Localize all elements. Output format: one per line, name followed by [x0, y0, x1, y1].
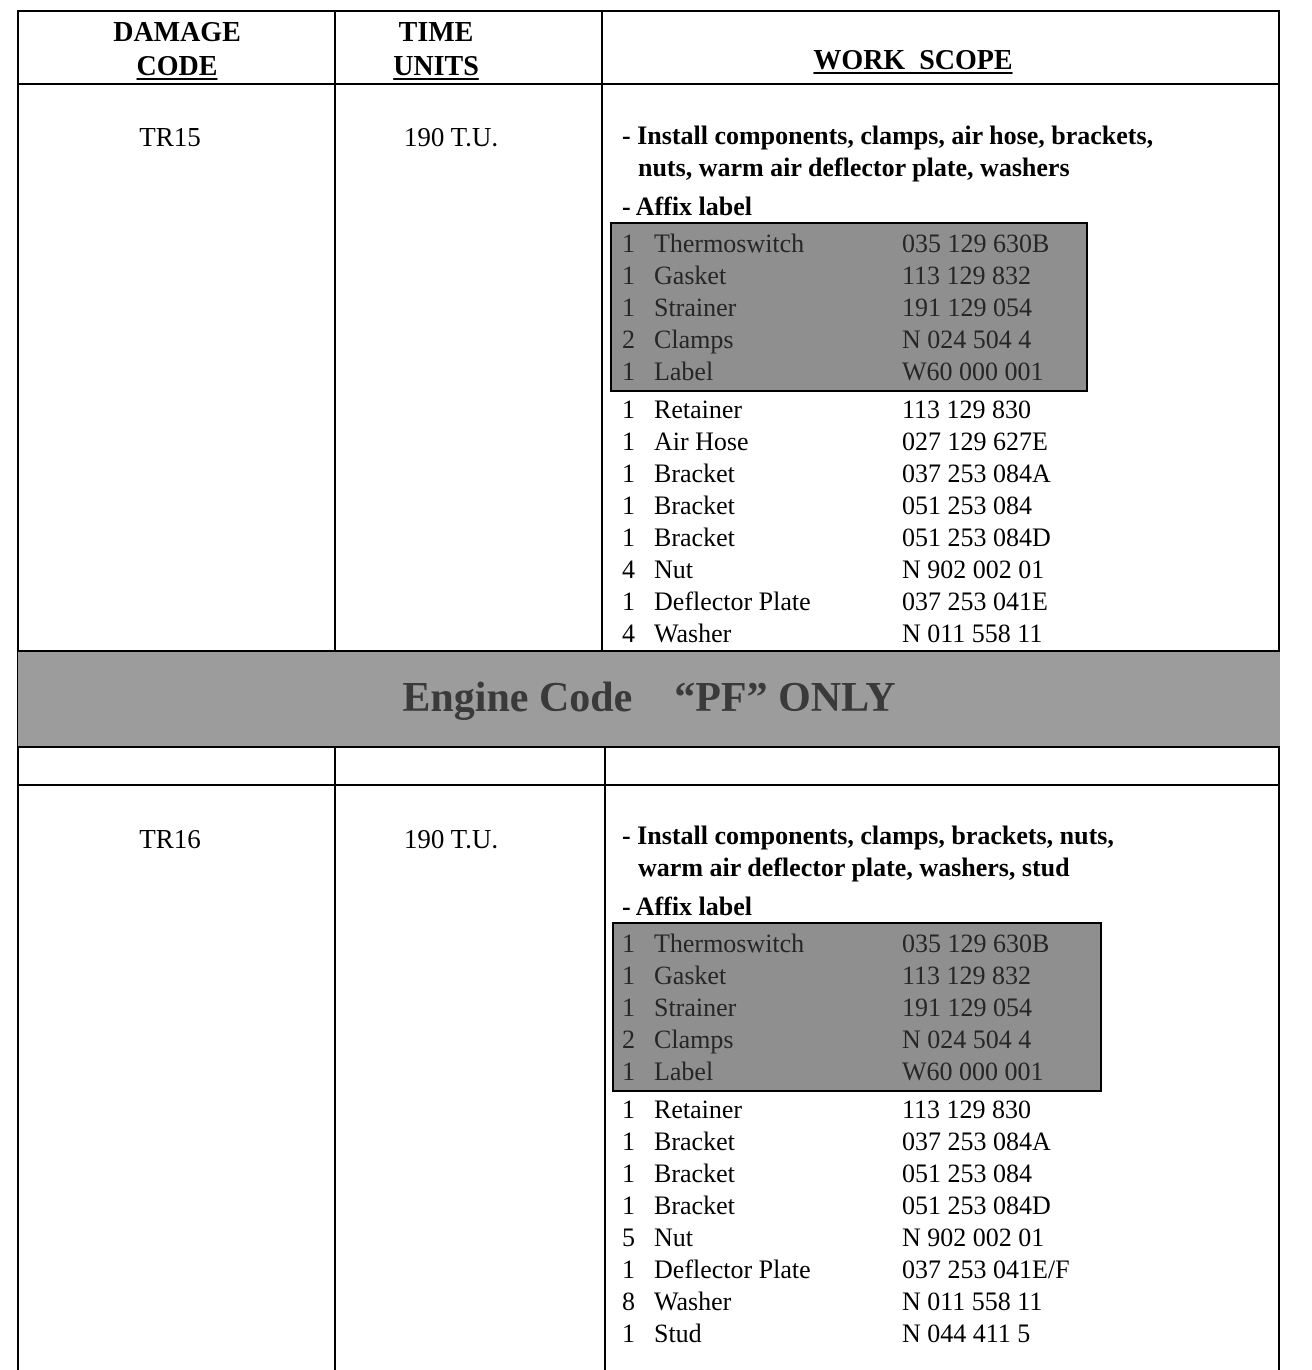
spacer-row-bottom-border	[18, 784, 1280, 786]
engine-code-banner	[18, 650, 1280, 748]
header-time-units	[336, 16, 536, 84]
damage-code-tr15: TR15	[139, 122, 201, 152]
damage-code-tr16: TR16	[139, 824, 201, 854]
work-instructions-tr15	[622, 120, 1153, 184]
instruction-line: - Install components, clamps, air hose, brackets,	[622, 121, 1154, 150]
time-units-tr15: 190 T.U.	[403, 122, 499, 152]
header-damage-code	[20, 16, 334, 84]
instruction-line: - Install components, clamps, brackets, nuts,	[622, 821, 1114, 850]
header-work-scope: WORK SCOPE	[813, 45, 1013, 76]
engine-code-banner-text: Engine Code “PF” ONLY	[402, 675, 896, 721]
work-instructions-tr16	[622, 820, 1114, 884]
time-units-tr16: 190 T.U.	[403, 824, 499, 854]
affix-label-tr15: - Affix label	[622, 192, 752, 221]
header-time-line2: UNITS	[393, 51, 479, 82]
instruction-line: warm air deflector plate, washers, stud	[638, 853, 1070, 882]
header-time-line1: TIME	[398, 17, 474, 48]
header-damage-line1: DAMAGE	[113, 17, 241, 48]
column-divider-2	[601, 10, 603, 650]
affix-label-tr16: - Affix label	[622, 892, 752, 921]
instruction-line: nuts, warm air deflector plate, washers	[638, 153, 1070, 182]
table-top-border	[18, 10, 1280, 12]
column-divider-2-lower	[604, 748, 606, 1370]
header-damage-line2: CODE	[136, 51, 218, 82]
